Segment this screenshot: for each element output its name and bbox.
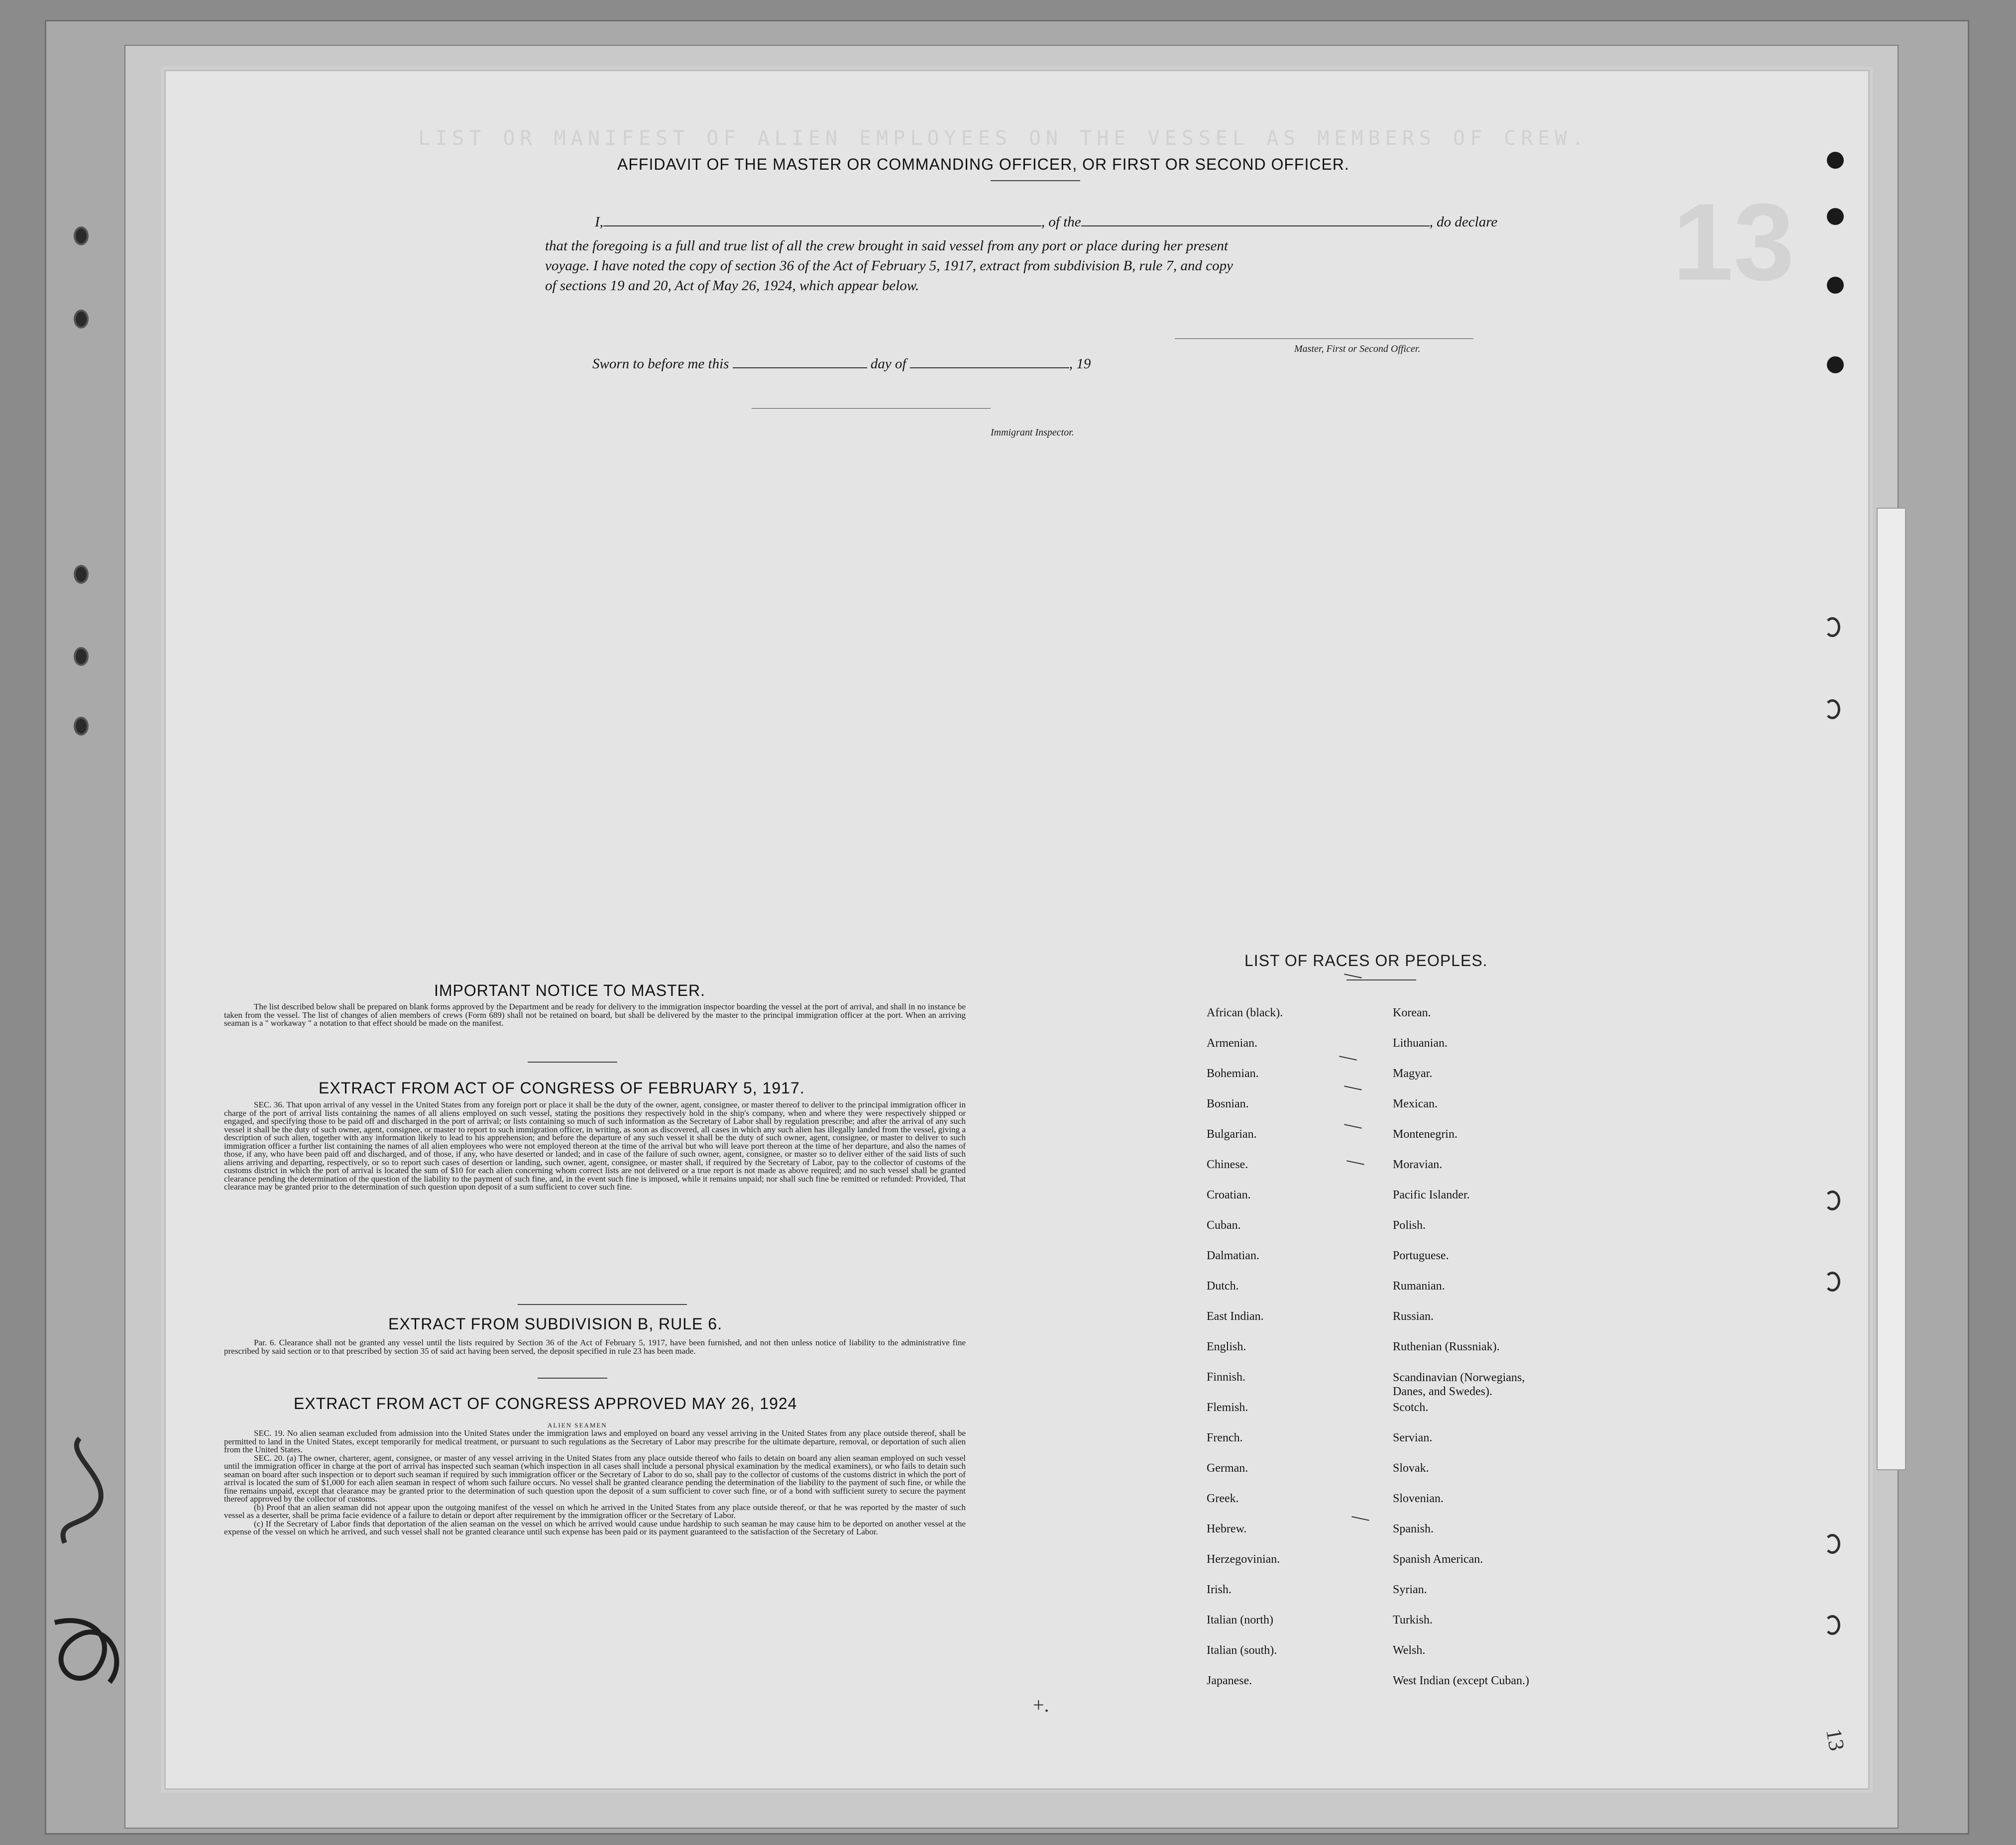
race-item: Pacific Islander. [1393,1189,1470,1201]
race-item: Flemish. [1207,1401,1248,1414]
race-item: Scotch. [1393,1401,1429,1414]
race-item: Irish. [1207,1583,1232,1596]
affidavit-title: AFFIDAVIT OF THE MASTER OR COMMANDING OFFICER, OR FIRST OR SECOND OFFICER. [617,155,1349,173]
inspector-signature-line [752,408,991,409]
race-item: English. [1207,1340,1246,1353]
punch-hole-icon [1824,699,1840,719]
punch-hole-icon [1827,152,1844,169]
race-item: Slovak. [1393,1462,1429,1475]
race-item: Armenian. [1207,1037,1257,1050]
affidavit-line-1: I, , of the , do declare [595,214,1498,230]
notice-text: The list described below shall be prepared on blank forms approved by the Department and be ready for delivery to the immigration inspector boarding the vessel at the port of arrival, and shall in no instance be taken from the vessel. The list of changes of alien members of crews (Form 689) shall not be retained on board, but shall be delivered by the master to the principal immigration officer at the port. When an arriving seaman is a " workaway " a notation to that effect should be made on the manifest. [224,1002,966,1028]
race-item: Montenegrin. [1393,1128,1457,1141]
handwritten-page-number: 13 [1821,1727,1849,1753]
race-item: West Indian (except Cuban.) [1393,1674,1529,1687]
punch-hole-icon [1824,1191,1840,1210]
extract-rule6-text: Par. 6. Clearance shall not be granted any vessel until the lists required by Section 36 of the Act of February 5, 1917, have been furnished, and not then unless notice of liability to the administrative fine prescribed by said section or to that prescribed by section 35 of said act having been served, the deposit specified in rule 23 has been made. [224,1338,966,1356]
race-item: Spanish. [1393,1522,1434,1535]
punch-hole-icon [1824,1534,1840,1554]
races-left-column [1207,1006,1283,1705]
race-item: Croatian. [1207,1189,1251,1201]
ghost-heading: LIST OR MANIFEST OF ALIEN EMPLOYEES ON THE VESSEL AS MEMBERS OF CREW. [418,127,1589,150]
punch-hole-icon [1824,1272,1840,1292]
punch-hole-icon [1827,277,1844,294]
extract-1917-text: SEC. 36. That upon arrival of any vessel in the United States from any foreign port or place it shall be the duty of the owner, agent, consignee, or master thereof to deliver to the principal immigration officer in charge of the port of arrival lists containing the names of all aliens employed on such vessel, stating the positions they respectively hold in the ship's company, when and where they were respectively shipped or engaged, and specifying those to be paid off and discharged in the port of arrival; or lists containing so much of such information as the Secretary of Labor shall by regulation prescribe; and after the arrival of any such vessel it shall be the duty of such owner, agent, consignee, or master to report to such immigration officer, in writing, as soon as discovered, all cases in which any such alien has illegally landed from the vessel, giving a description of such alien, together with any information likely to lead to his apprehension; and before the departure of any such vessel it shall be the duty of such owner, agent, consignee, or master to deliver to such immigration officer a further list containing the names of all alien employees who were not employed thereon at the time of the arrival but who will leave port thereon at the time of her departure, and also the names of those, if any, who have been paid off and discharged, and of those, if any, who have deserted or landed; and in case of the failure of such owner, agent, consignee, or master so to deliver either of the said lists of such aliens arriving and departing, respectively, or so to report such cases of desertion or landing, such owner, agent, consignee, or master shall, if required by the Secretary of Labor, pay to the collector of customs of the customs district in which the port of arrival is located the sum of $10 for each alien concerning whom correct lists are not delivered or a true report is not made as above required; and no such vessel shall be granted clearance pending the determination of the question of the liability to the payment of such fine, and, in the event such fine is imposed, while it remains unpaid; nor shall such fine be remitted or refunded: Provided, That clearance may be granted prior to the determination of such question upon deposit of a sum sufficient to cover such fine. [224,1100,966,1192]
race-item: East Indian. [1207,1310,1264,1323]
races-right-column [1393,1006,1557,1705]
binder-ring-mark-icon [35,1423,144,1702]
punch-hole-icon [1824,617,1840,637]
race-item: French. [1207,1431,1243,1444]
race-item: Chinese. [1207,1158,1248,1171]
races-title: LIST OF RACES OR PEOPLES. [1244,952,1488,970]
race-item: Ruthenian (Russniak). [1393,1340,1500,1353]
race-item: Spanish American. [1393,1553,1483,1566]
race-item: German. [1207,1462,1248,1475]
punch-hole-icon [1827,208,1844,225]
master-signature-line [1175,338,1473,339]
race-item: Bulgarian. [1207,1128,1257,1141]
race-item: Turkish. [1393,1614,1433,1627]
binder-hole-icon [74,565,89,584]
race-item: Greek. [1207,1492,1239,1505]
affidavit-line-3: voyage. I have noted the copy of section 36 of the Act of February 5, 1917, extract from subdivision B, rule 7, and copy [545,258,1233,274]
race-item: Bosnian. [1207,1097,1249,1110]
race-item: Japanese. [1207,1674,1252,1687]
section-rule [1346,979,1416,980]
race-item: Portuguese. [1393,1249,1449,1262]
race-item: Lithuanian. [1393,1037,1448,1050]
affidavit-line-2: that the foregoing is a full and true list of all the crew brought in said vessel from any port or place during her present [545,238,1229,254]
binder-hole-icon [74,226,89,245]
race-item: Servian. [1393,1431,1433,1444]
race-item: Herzegovinian. [1207,1553,1280,1566]
race-item: Cuban. [1207,1219,1241,1232]
notice-title: IMPORTANT NOTICE TO MASTER. [434,981,705,999]
paper-slip [1877,508,1906,1470]
binder-hole-icon [74,310,89,328]
race-item: African (black). [1207,1006,1283,1019]
ghost-number: 13 [1673,181,1794,303]
affidavit-line-4: of sections 19 and 20, Act of May 26, 1924, which appear below. [545,278,919,294]
extract-rule6-title: EXTRACT FROM SUBDIVISION B, RULE 6. [388,1315,722,1333]
extract-1924-subtitle: ALIEN SEAMEN [548,1421,607,1429]
master-signature-label: Master, First or Second Officer. [1294,343,1421,354]
race-item: Rumanian. [1393,1280,1445,1293]
inspector-signature-label: Immigrant Inspector. [991,427,1074,438]
race-item: Moravian. [1393,1158,1443,1171]
punch-hole-icon [1827,356,1844,373]
section-rule [518,1304,687,1305]
race-item: Korean. [1393,1006,1431,1019]
race-item: Dutch. [1207,1280,1239,1293]
race-item: Slovenian. [1393,1492,1444,1505]
race-item: Polish. [1393,1219,1426,1232]
race-item: Scandinavian (Norwegians, Danes, and Swedes). [1393,1371,1525,1398]
race-item: Bohemian. [1207,1067,1259,1080]
race-item: Magyar. [1393,1067,1433,1080]
punch-hole-icon [1824,1615,1840,1635]
race-item: Italian (north) [1207,1614,1273,1627]
handwritten-mark: +. [1033,1694,1049,1716]
race-item: Dalmatian. [1207,1249,1259,1262]
sworn-line: Sworn to before me this day of , 19 [592,356,1091,372]
race-item: Italian (south). [1207,1644,1277,1657]
race-item: Hebrew. [1207,1522,1247,1535]
race-item: Syrian. [1393,1583,1427,1596]
race-item: Finnish. [1207,1371,1246,1384]
binder-hole-icon [74,717,89,736]
section-rule [528,1062,617,1063]
extract-1924-text: SEC. 19. No alien seaman excluded from admission into the United States under the immigration laws and employed on board any vessel arriving in the United States from any place outside thereof, shall be permitted to land in the United States, except temporarily for medical treatment, or pursuant to such regulations as the Secretary of Labor may prescribe for the ultimate departure, removal, or deportation of such alien from the United States. SEC. 20. (a) The owner, charterer, agent, consignee, or master of any vessel arriving in the United States from any place outside thereof who fails to detain on board any alien seaman employed on such vessel until the immigration officer in charge at the port of arrival has inspected such seaman (which inspection in all cases shall include a personal physical examination by the medical examiners), or who fails to detain such seaman on board after such inspection or to deport such seaman if required by such immigration officer or the Secretary of Labor to do so, shall pay to the collector of customs of the customs district in which the port of arrival is located the sum of $1,000 for each alien seaman in respect of whom such failure occurs. No vessel shall be granted clearance pending the determination of the liability to the payment of such fine, or while the fine remains unpaid, except that clearance may be granted prior to the determination of such question upon the deposit of a sum sufficient to cover such fine, or of a bond with sufficient surety to secure the payment thereof approved by the collector of customs. (b) Proof that an alien seaman did not appear upon the outgoing manifest of the vessel on which he arrived in the United States from any place outside thereof, or that he was reported by the master of such vessel as a deserter, shall be prima facie evidence of a failure to detain or deport after requirement by the immigration officer or the Secretary of Labor. (c) If the Secretary of Labor finds that deportation of the alien seaman on the vessel on which he arrived would cause undue hardship to such seaman he may cause him to be deported on another vessel at the expense of the vessel on which he arrived, and such vessel shall not be granted clearance until such expense has been paid or its payment guaranteed to the satisfaction of the Secretary of Labor. [224,1428,966,1536]
extract-1924-title: EXTRACT FROM ACT OF CONGRESS APPROVED MAY 26, 1924 [294,1395,797,1412]
race-item: Welsh. [1393,1644,1426,1657]
extract-1917-title: EXTRACT FROM ACT OF CONGRESS OF FEBRUARY 5, 1917. [319,1079,805,1097]
race-item: Russian. [1393,1310,1434,1323]
binder-hole-icon [74,647,89,666]
title-rule [991,180,1080,181]
section-rule [538,1378,607,1379]
race-item: Mexican. [1393,1097,1438,1110]
